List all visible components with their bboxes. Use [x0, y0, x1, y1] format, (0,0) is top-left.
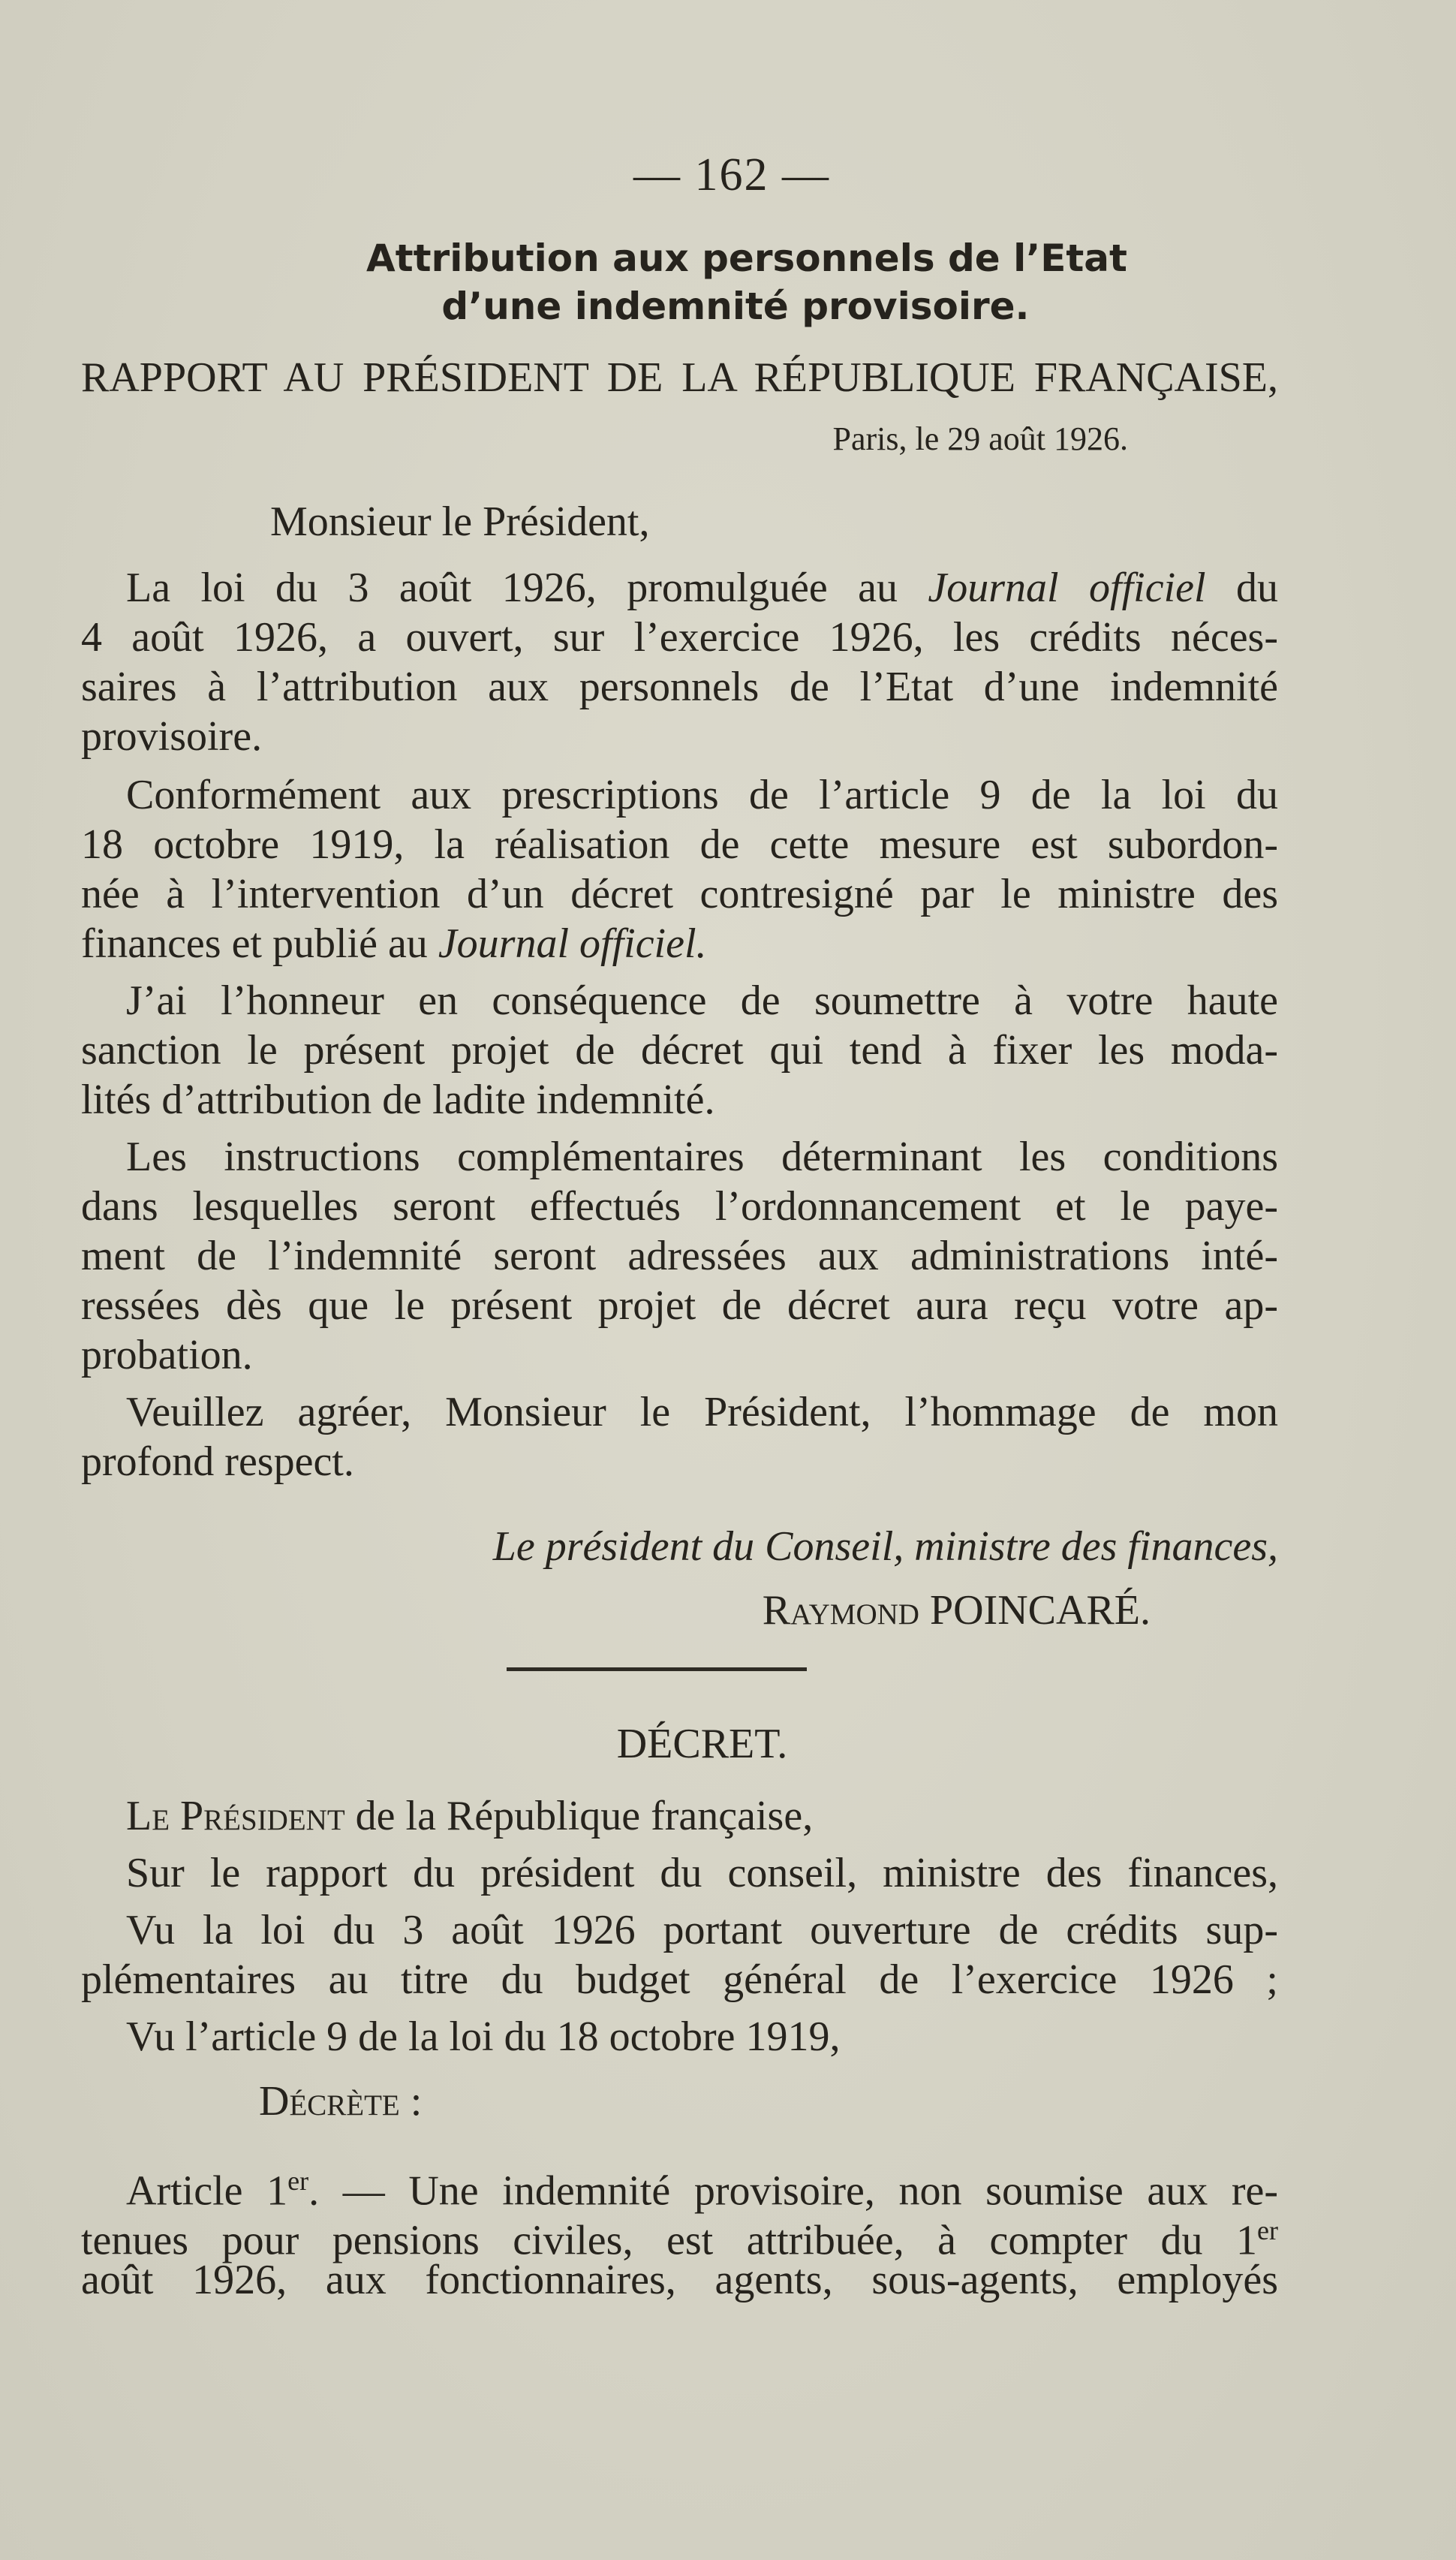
decree-line-1: Le Président de la République française, [126, 1793, 814, 1839]
decree-line-3: Vu la loi du 3 août 1926 portant ouverture de crédits sup- [126, 1907, 1278, 1953]
report-line-17: Veuillez agréer, Monsieur le Président, l’hommage de mon [126, 1389, 1278, 1435]
report-line-3: saires à l’attribution aux personnels de l’Etat d’une indemnité [81, 664, 1278, 710]
report-line-13: dans lesquelles seront effectués l’ordonnancement et le paye- [81, 1183, 1278, 1230]
journal-officiel-italic-2: Journal officiel. [438, 920, 707, 967]
salutation: Monsieur le Président, [270, 498, 650, 545]
journal-officiel-italic: Journal officiel [928, 565, 1206, 611]
report-line-6: 18 octobre 1919, la réalisation de cette mesure est subordon- [81, 821, 1278, 868]
dateline: Paris, le 29 août 1926. [832, 420, 1128, 457]
report-line-9: J’ai l’honneur en conséquence de soumettre à votre haute [126, 977, 1278, 1024]
report-line-15: ressées dès que le présent projet de décret aura reçu votre ap- [81, 1282, 1278, 1329]
signature-name: Raymond POINCARÉ. [762, 1587, 1151, 1634]
report-line-4: provisoire. [81, 713, 263, 760]
article-1-line-3: août 1926, aux fonctionnaires, agents, sous-agents, employés [81, 2257, 1278, 2303]
report-line-8: finances et publié au Journal officiel. [81, 920, 707, 967]
decree-decrees: Décrète : [259, 2078, 423, 2125]
report-line-12: Les instructions complémentaires déterminant les conditions [126, 1134, 1278, 1180]
title-line-2: d’une indemnité provisoire. [441, 285, 1030, 328]
report-line-10: sanction le présent projet de décret qui tend à fixer les moda- [81, 1027, 1278, 1074]
separator-rule [507, 1667, 807, 1671]
title-line-1: Attribution aux personnels de l’Etat [366, 236, 1127, 280]
report-line-16: probation. [81, 1332, 253, 1378]
report-line-2: 4 août 1926, a ouvert, sur l’exercice 1926, les crédits néces- [81, 614, 1278, 661]
article-1-line-2: tenues pour pensions civiles, est attribuée, à compter du 1er [81, 2215, 1278, 2264]
report-heading: RAPPORT AU PRÉSIDENT DE LA RÉPUBLIQUE FRANÇAISE, [81, 354, 1278, 401]
decree-line-2: Sur le rapport du président du conseil, ministre des finances, [126, 1850, 1278, 1896]
page-number: — 162 — [633, 149, 830, 200]
report-line-11: lités d’attribution de ladite indemnité. [81, 1077, 715, 1123]
report-line-18: profond respect. [81, 1438, 354, 1485]
decree-line-5: Vu l’article 9 de la loi du 18 octobre 1919, [126, 2013, 841, 2060]
decree-line-4: plémentaires au titre du budget général de l’exercice 1926 ; [81, 1956, 1278, 2003]
report-line-7: née à l’intervention d’un décret contresigné par le ministre des [81, 871, 1278, 917]
report-line-1: La loi du 3 août 1926, promulguée au Journal officiel du [126, 565, 1278, 611]
report-line-5: Conformément aux prescriptions de l’article 9 de la loi du [126, 772, 1278, 818]
decree-heading: DÉCRET. [616, 1721, 788, 1767]
article-1-line-1: Article 1er. — Une indemnité provisoire, non soumise aux re- [126, 2166, 1278, 2215]
report-line-14: ment de l’indemnité seront adressées aux administrations inté- [81, 1233, 1278, 1279]
signature-title: Le président du Conseil, ministre des finances, [492, 1523, 1278, 1570]
